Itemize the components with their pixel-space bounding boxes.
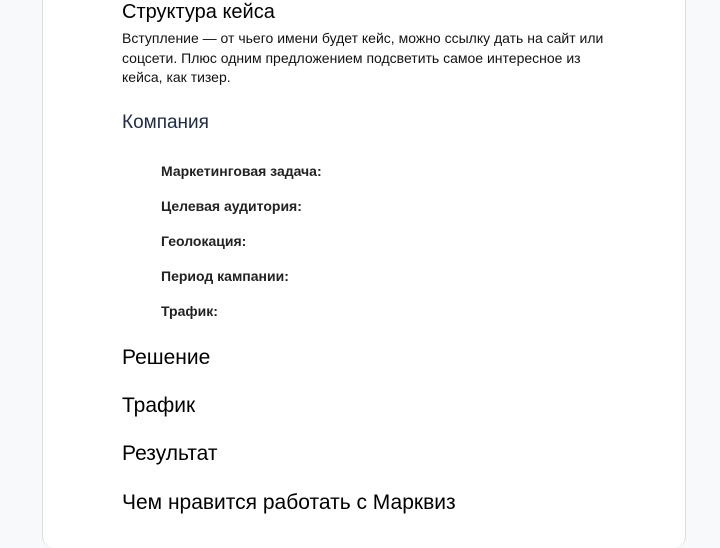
section-heading-solution: Решение	[122, 346, 211, 369]
field-traffic: Трафик:	[161, 303, 218, 319]
section-heading-result: Результат	[122, 442, 218, 465]
document-page	[42, 0, 686, 548]
field-geolocation: Геолокация:	[161, 233, 247, 249]
section-heading-traffic: Трафик	[122, 394, 196, 417]
intro-paragraph: Вступление — от чьего имени будет кейс, можно ссылку дать на сайт или соцсети. Плюс одним предложением подсветить самое интересное из кейса, как тизер.	[122, 30, 604, 85]
field-marketing-task: Маркетинговая задача:	[161, 163, 322, 179]
document-title: Структура кейса	[122, 1, 275, 23]
field-target-audience: Целевая аудитория:	[161, 198, 302, 214]
section-heading-why-marquiz: Чем нравится работать с Марквиз	[122, 491, 456, 514]
field-campaign-period: Период кампании:	[161, 268, 289, 284]
company-heading: Компания	[122, 112, 209, 133]
